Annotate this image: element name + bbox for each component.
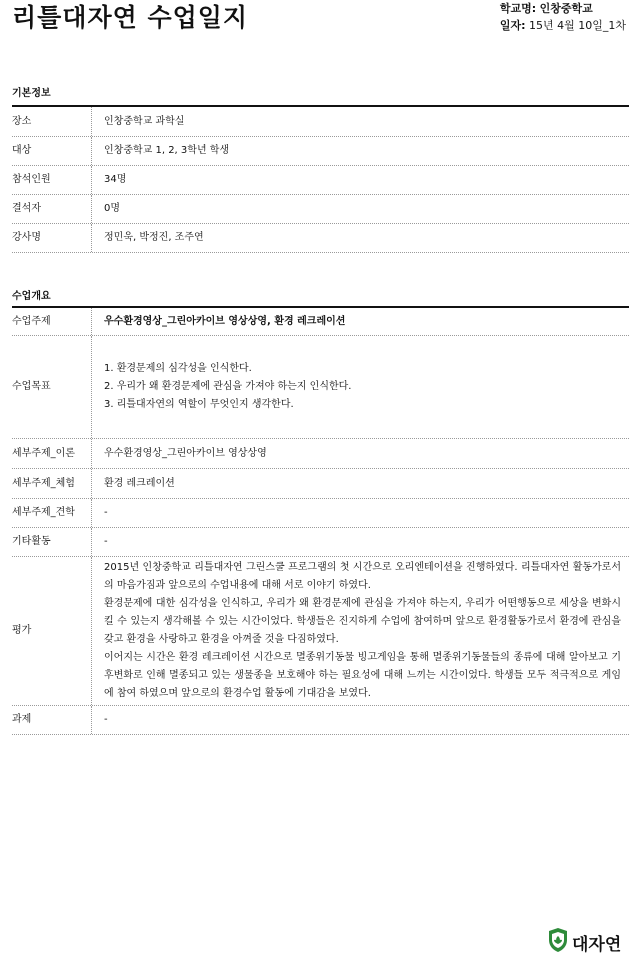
class-overview-table: [12, 306, 629, 735]
row-label: 강사명: [12, 224, 92, 252]
row-value: 환경 레크레이션: [104, 477, 175, 489]
row-value: -: [104, 714, 108, 725]
row-label: 장소: [12, 107, 92, 136]
table-row: [12, 706, 629, 735]
date-label: 일자:: [499, 19, 526, 32]
goals-list: [92, 336, 629, 438]
table-row: [12, 107, 629, 137]
goal-item: 1. 환경문제의 심각성을 인식한다.: [104, 363, 252, 374]
table-row: [12, 469, 629, 499]
logo-text: 대자연: [572, 934, 622, 955]
basic-info-table: [12, 105, 629, 253]
row-label: 수업목표: [12, 336, 92, 438]
row-label: 세부주제_체험: [12, 469, 92, 498]
table-row: [12, 557, 629, 706]
school-label: 학교명:: [499, 2, 537, 15]
row-label: 참석인원: [12, 166, 92, 194]
table-row: [12, 137, 629, 166]
row-value: 우수환경영상_그린아카이브 영상상영: [104, 447, 267, 459]
date-line: [500, 17, 626, 34]
table-row: [12, 528, 629, 557]
table-row: [12, 439, 629, 469]
evaluation-paragraph: 2015년 인창중학교 리틀대자연 그린스쿨 프로그램의 첫 시간으로 오리엔테이션을 진행하였다. 리틀대자연 활동가로서의 마음가짐과 앞으로의 수업내용에 대해 서로 이야기 하였다.: [104, 562, 621, 591]
row-label: 대상: [12, 137, 92, 165]
row-value: 인창중학교 과학실: [104, 115, 185, 127]
row-value: 정민욱, 박정진, 조주연: [104, 232, 204, 243]
row-value: 0명: [104, 203, 121, 214]
brand-logo: [548, 927, 621, 957]
evaluation-body: [92, 557, 629, 705]
table-row: [12, 224, 629, 253]
table-row: [12, 166, 629, 195]
page-title: 리틀대자연 수업일지: [12, 3, 249, 32]
row-label: 기타활동: [12, 528, 92, 556]
goal-item: 2. 우리가 왜 환경문제에 관심을 가져야 하는지 인식한다.: [104, 381, 352, 392]
row-value: 인창중학교 1, 2, 3학년 학생: [104, 145, 230, 156]
row-label: 세부주제_이론: [12, 439, 92, 468]
goal-item: 3. 리틀대자연의 역할이 무엇인지 생각한다.: [104, 399, 294, 410]
evaluation-paragraph: 이어지는 시간은 환경 레크레이션 시간으로 멸종위기동물 빙고게임을 통해 멸종위기동물들의 종류에 대해 알아보고 기후변화로 인해 멸종되고 있는 생물종을 보호해야 하는 필요성에 대해 느끼는 시간이었다. 학생들 모두 적극적으로 게임에 참여 하였으며 앞으로의 환경수업 활동에 기대감을 보였다.: [104, 652, 621, 699]
table-row: [12, 336, 629, 439]
table-row: [12, 308, 629, 336]
row-value: -: [104, 507, 108, 518]
school-value: 인창중학교: [539, 2, 593, 15]
row-value: -: [104, 536, 108, 547]
row-label: 평가: [12, 557, 92, 705]
table-row: [12, 499, 629, 528]
table-row: [12, 195, 629, 224]
header-meta: [500, 0, 626, 34]
class-overview-section-title: 수업개요: [12, 291, 51, 302]
school-line: [500, 0, 626, 17]
topic-value: 우수환경영상_그린아카이브 영상상영, 환경 레크레이션: [104, 315, 346, 327]
row-label: 과제: [12, 706, 92, 734]
evaluation-paragraph: 환경문제에 대한 심각성을 인식하고, 우리가 왜 환경문제에 관심을 가져야 하는지, 우리가 어떤행동으로 세상을 변화시킬 수 있는지 생각해볼 수 있는 시간이었다. 학생들은 진지하게 수업에 참여하며 앞으로 환경활동가로서 환경에 관심을 갖고 환경을 사랑하고 환경을 아껴줄 것을 다짐하였다.: [104, 598, 621, 645]
row-label: 수업주제: [12, 308, 92, 335]
row-label: 세부주제_견학: [12, 499, 92, 527]
row-value: 34명: [104, 174, 127, 185]
shield-leaf-icon: [548, 927, 568, 957]
date-value: 15년 4월 10일_1차: [529, 19, 626, 32]
row-label: 결석자: [12, 195, 92, 223]
basic-info-section-title: 기본정보: [12, 88, 51, 99]
